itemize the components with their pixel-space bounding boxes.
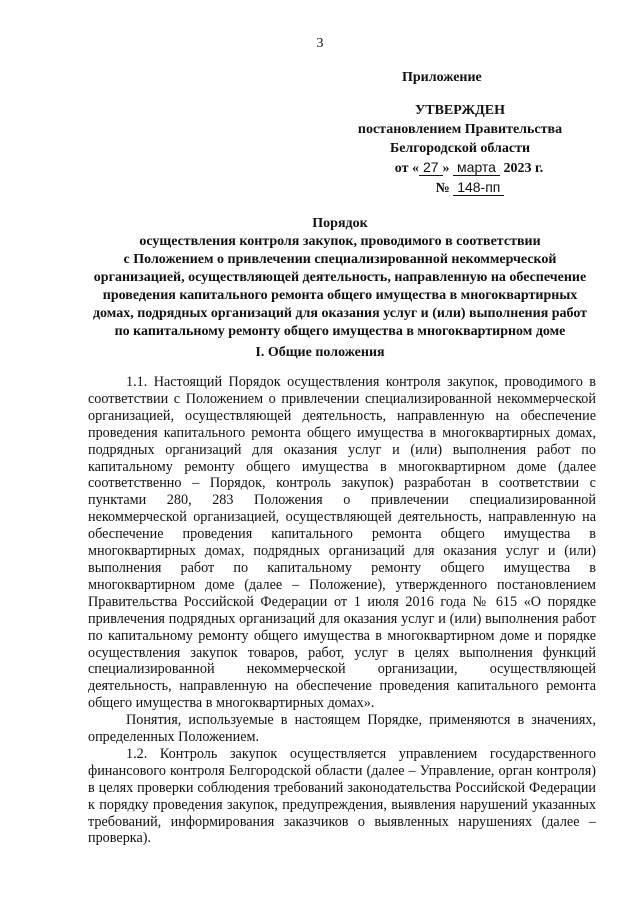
approved-by-line1: постановлением Правительства — [357, 122, 563, 137]
title-line: осуществления контроля закупок, проводимого в соответствии — [139, 234, 541, 249]
title-line: организацией, осуществляющей деятельность, направленную на обеспечение — [93, 270, 587, 285]
approval-number — [330, 178, 590, 198]
title-line: Порядок — [312, 216, 368, 231]
page-number: 3 — [316, 36, 324, 51]
approval-block — [330, 68, 590, 198]
section-heading: I. Общие положения — [255, 345, 385, 360]
date-year: 2023 г. — [503, 161, 544, 176]
number-prefix: № — [435, 181, 450, 196]
title-line: проведения капитального ремонта общего имущества в многоквартирных — [102, 288, 578, 303]
document-title — [60, 215, 620, 341]
approved-by-line2: Белгородской области — [389, 141, 531, 156]
date-day: 27 — [419, 159, 443, 176]
date-prefix: от « — [394, 161, 419, 176]
title-line: с Положением о привлечении специализированной некоммерческой — [123, 252, 557, 267]
body-text — [88, 374, 596, 847]
appendix-label: Приложение — [402, 70, 482, 85]
title-line: по капитальному ремонту общего имущества в многоквартирном доме — [114, 324, 566, 339]
approved-label: УТВЕРЖДЕН — [414, 103, 506, 118]
approval-date — [330, 158, 590, 178]
title-line: домах, подрядных организаций для оказания услуг и (или) выполнения работ — [92, 306, 588, 321]
date-month: марта — [453, 159, 500, 176]
number-value: 148-пп — [453, 179, 504, 196]
paragraph-1-2: 1.2. Контроль закупок осуществляется управлением государственного финансового контроля Белгородской области (далее – Управление, орган контроля) в целях проверки соблюдения требований законодательства Российской Федерации к порядку проведения закупок, предупреждения, выявления нарушений указанных требований, информирования заказчиков о выявленных нарушениях (далее – проверка). — [88, 745, 596, 847]
date-mid: » — [442, 161, 450, 176]
paragraph-terms: Понятия, используемые в настоящем Порядке, применяются в значениях, определенных Положением. — [88, 712, 596, 746]
paragraph-1-1: 1.1. Настоящий Порядок осуществления контроля закупок, проводимого в соответствии с Положением о привлечении специализированной некоммерческой организацией, осуществляющей деятельность, направленную на обеспечение проведения капитального ремонта общего имущества в многоквартирных домах, подрядных организаций для оказания услуг и (или) выполнения работ по капитальному ремонту общего имущества в многоквартирном доме (далее соответственно – Порядок, контроль закупок) разработан в соответствии с пунктами 280, 283 Положения о привлечении специализированной некоммерческой организацией, осуществляющей деятельность, направленную на обеспечение проведения капитального ремонта общего имущества в многоквартирных домах, подрядных организаций для оказания услуг и (или) выполнения работ по капитальному ремонту общего имущества в многоквартирном доме (далее – Положение), утвержденного постановлением Правительства Российской Федерации от 1 июля 2016 года № 615 «О порядке привлечения подрядных организаций для оказания услуг и (или) выполнения работ по капитальному ремонту общего имущества в многоквартирном доме и порядке осуществления закупок товаров, работ, услуг в целях выполнения функций специализированной некоммерческой организации, осуществляющей деятельность, направленную на обеспечение проведения капитального ремонта общего имущества в многоквартирных домах». — [88, 374, 596, 712]
